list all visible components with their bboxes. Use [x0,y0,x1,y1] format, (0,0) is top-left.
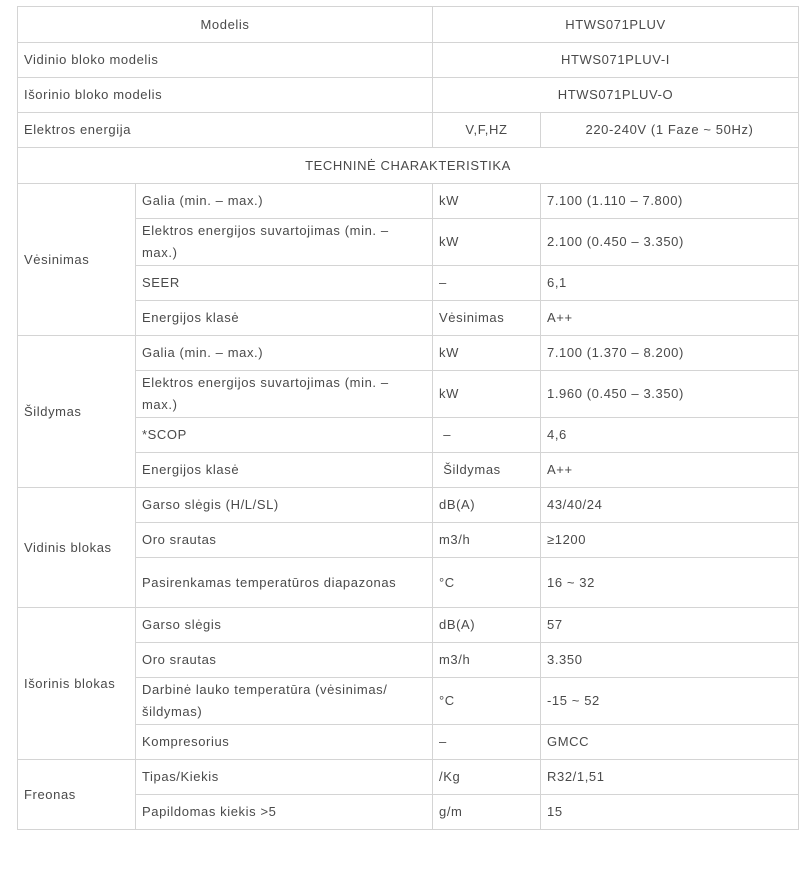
param-cell: Elektros energijos suvartojimas (min. – max.) [136,371,433,418]
unit-cell: Šildymas [433,453,541,488]
param-cell: Energijos klasė [136,453,433,488]
table-row [18,678,799,725]
value-cell: 43/40/24 [541,488,799,523]
param-cell: *SCOP [136,418,433,453]
value-cell: GMCC [541,725,799,760]
outdoor-model-label: Išorinio bloko modelis [18,78,433,113]
table-row [18,266,799,301]
value-cell: 1.960 (0.450 – 3.350) [541,371,799,418]
group-label-outdoor-unit: Išorinis blokas [18,608,136,760]
param-cell: Garso slėgis (H/L/SL) [136,488,433,523]
value-cell: 2.100 (0.450 – 3.350) [541,219,799,266]
param-cell: Oro srautas [136,643,433,678]
unit-cell: kW [433,371,541,418]
unit-cell: kW [433,336,541,371]
table-row [18,643,799,678]
model-label: Modelis [18,7,433,43]
unit-cell: kW [433,184,541,219]
indoor-model-row [18,43,799,78]
section-title: TECHNINĖ CHARAKTERISTIKA [18,148,799,184]
group-label-cooling: Vėsinimas [18,184,136,336]
outdoor-model-value: HTWS071PLUV-O [433,78,799,113]
param-cell: SEER [136,266,433,301]
indoor-model-label: Vidinio bloko modelis [18,43,433,78]
table-row [18,453,799,488]
table-row [18,725,799,760]
table-row [18,488,799,523]
unit-cell: m3/h [433,643,541,678]
table-row [18,336,799,371]
param-cell: Kompresorius [136,725,433,760]
group-label-indoor-unit: Vidinis blokas [18,488,136,608]
spec-table [17,6,799,830]
table-row [18,795,799,830]
unit-cell: dB(A) [433,608,541,643]
table-row [18,371,799,418]
table-row [18,608,799,643]
value-cell: -15 ~ 52 [541,678,799,725]
param-cell: Pasirenkamas temperatūros diapazonas [136,558,433,608]
model-value: HTWS071PLUV [433,7,799,43]
unit-cell: dB(A) [433,488,541,523]
value-cell: 16 ~ 32 [541,558,799,608]
table-row [18,301,799,336]
unit-cell: °C [433,558,541,608]
unit-cell: /Kg [433,760,541,795]
outdoor-model-row [18,78,799,113]
value-cell: 57 [541,608,799,643]
param-cell: Papildomas kiekis >5 [136,795,433,830]
value-cell: A++ [541,453,799,488]
table-row [18,184,799,219]
power-row [18,113,799,148]
table-row [18,760,799,795]
model-row [18,7,799,43]
param-cell: Garso slėgis [136,608,433,643]
unit-cell: – [433,418,541,453]
param-cell: Galia (min. – max.) [136,184,433,219]
value-cell: 3.350 [541,643,799,678]
value-cell: 7.100 (1.110 – 7.800) [541,184,799,219]
unit-cell: °C [433,678,541,725]
param-cell: Tipas/Kiekis [136,760,433,795]
power-unit: V,F,HZ [433,113,541,148]
unit-cell: g/m [433,795,541,830]
param-cell: Elektros energijos suvartojimas (min. – max.) [136,219,433,266]
section-title-row [18,148,799,184]
value-cell: 15 [541,795,799,830]
power-value: 220-240V (1 Faze ~ 50Hz) [541,113,799,148]
param-cell: Galia (min. – max.) [136,336,433,371]
table-row [18,523,799,558]
value-cell: R32/1,51 [541,760,799,795]
unit-cell: kW [433,219,541,266]
unit-cell: – [433,266,541,301]
table-row [18,558,799,608]
value-cell: A++ [541,301,799,336]
table-row [18,418,799,453]
param-cell: Oro srautas [136,523,433,558]
unit-cell: Vėsinimas [433,301,541,336]
param-cell: Darbinė lauko temperatūra (vėsinimas/šildymas) [136,678,433,725]
table-row [18,219,799,266]
value-cell: 6,1 [541,266,799,301]
unit-cell: – [433,725,541,760]
group-label-heating: Šildymas [18,336,136,488]
value-cell: 7.100 (1.370 – 8.200) [541,336,799,371]
unit-cell: m3/h [433,523,541,558]
param-cell: Energijos klasė [136,301,433,336]
power-label: Elektros energija [18,113,433,148]
group-label-refrigerant: Freonas [18,760,136,830]
indoor-model-value: HTWS071PLUV-I [433,43,799,78]
value-cell: ≥1200 [541,523,799,558]
value-cell: 4,6 [541,418,799,453]
